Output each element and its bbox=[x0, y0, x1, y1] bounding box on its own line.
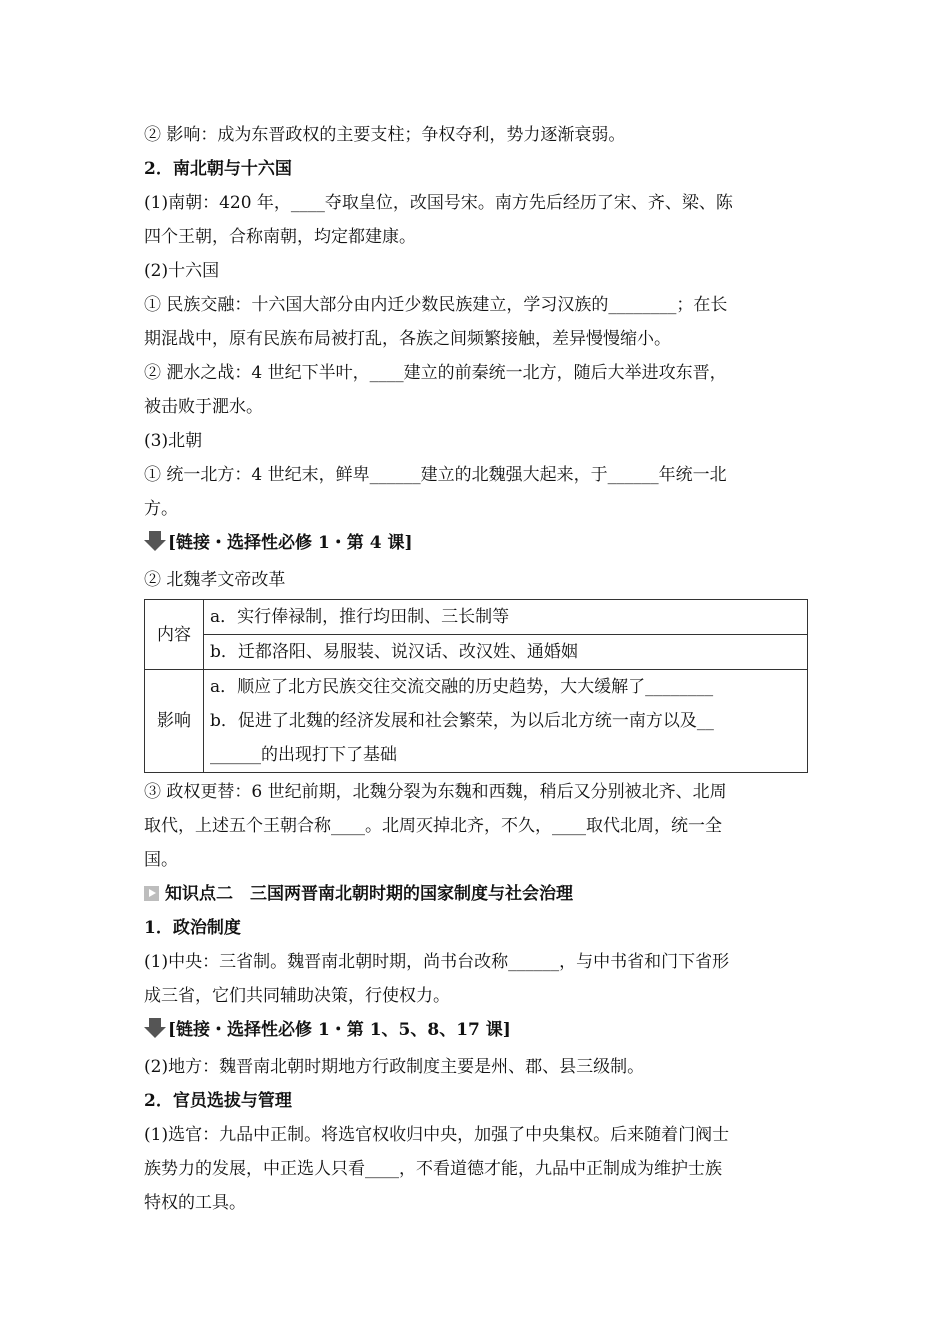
knowledge-point-heading bbox=[144, 877, 808, 911]
text-line: (1)南朝：420 年，____夺取皇位，改国号宋。南方先后经历了宋、齐、梁、陈 bbox=[144, 193, 733, 213]
text-line: ② 影响：成为东晋政权的主要支柱；争权夺利，势力逐渐衰弱。 bbox=[144, 125, 626, 145]
text-line: ① 民族交融：十六国大部分由内迁少数民族建立，学习汉族的________；在长 bbox=[144, 295, 728, 315]
link-note bbox=[144, 526, 808, 563]
text-line: (1)中央：三省制。魏晋南北朝时期，尚书台改称______，与中书省和门下省形 bbox=[144, 952, 730, 972]
link-note bbox=[144, 1013, 808, 1050]
text-line: ② 淝水之战：4 世纪下半叶，____建立的前秦统一北方，随后大举进攻东晋， bbox=[144, 363, 727, 383]
document-page bbox=[144, 118, 808, 1220]
table-cell: b．迁都洛阳、易服装、说汉话、改汉姓、通婚姻 bbox=[204, 635, 808, 670]
link-text: [链接・选择性必修 1・第 4 课] bbox=[168, 533, 413, 553]
link-text: [链接・选择性必修 1・第 1、5、8、17 课] bbox=[168, 1020, 511, 1040]
text-line: 国。 bbox=[144, 850, 178, 870]
text-line: ③ 政权更替：6 世纪前期，北魏分裂为东魏和西魏，稍后又分别被北齐、北周 bbox=[144, 782, 727, 802]
text-line: ① 统一北方：4 世纪末，鲜卑______建立的北魏强大起来，于______年统一北 bbox=[144, 465, 727, 485]
table-cell: a．实行俸禄制，推行均田制、三长制等 bbox=[204, 600, 808, 635]
text-line: 方。 bbox=[144, 499, 178, 519]
knowledge-point-title: 知识点二 三国两晋南北朝时期的国家制度与社会治理 bbox=[165, 884, 573, 904]
subheading: (3)北朝 bbox=[144, 431, 203, 451]
text-line: 被击败于淝水。 bbox=[144, 397, 263, 417]
table-head-impact: 影响 bbox=[145, 670, 204, 773]
text-line: 特权的工具。 bbox=[144, 1193, 246, 1213]
table-head-content: 内容 bbox=[145, 600, 204, 670]
down-arrow-icon bbox=[144, 1016, 166, 1050]
table-cell: ______的出现打下了基础 bbox=[204, 738, 808, 773]
text-line: 取代，上述五个王朝合称____。北周灭掉北齐，不久，____取代北周，统一全 bbox=[144, 816, 722, 836]
section-heading: 1．政治制度 bbox=[144, 918, 241, 938]
text-line: 四个王朝，合称南朝，均定都建康。 bbox=[144, 227, 416, 247]
text-line: 期混战中，原有民族布局被打乱，各族之间频繁接触，差异慢慢缩小。 bbox=[144, 329, 671, 349]
text-line: (1)选官：九品中正制。将选官权收归中央，加强了中央集权。后来随着门阀士 bbox=[144, 1125, 730, 1145]
table-cell: a．顺应了北方民族交往交流交融的历史趋势，大大缓解了________ bbox=[204, 670, 808, 705]
reform-table bbox=[144, 599, 808, 773]
text-line: 成三省，它们共同辅助决策，行使权力。 bbox=[144, 986, 450, 1006]
table-cell: b．促进了北魏的经济发展和社会繁荣，为以后北方统一南方以及__ bbox=[204, 704, 808, 738]
text-line: ② 北魏孝文帝改革 bbox=[144, 570, 286, 590]
text-line: 族势力的发展，中正选人只看____，不看道德才能，九品中正制成为维护士族 bbox=[144, 1159, 722, 1179]
subheading: (2)十六国 bbox=[144, 261, 220, 281]
section-heading: 2．南北朝与十六国 bbox=[144, 159, 292, 179]
section-heading: 2．官员选拔与管理 bbox=[144, 1091, 292, 1111]
text-line: (2)地方：魏晋南北朝时期地方行政制度主要是州、郡、县三级制。 bbox=[144, 1057, 645, 1077]
down-arrow-icon bbox=[144, 529, 166, 563]
play-icon bbox=[144, 886, 159, 901]
